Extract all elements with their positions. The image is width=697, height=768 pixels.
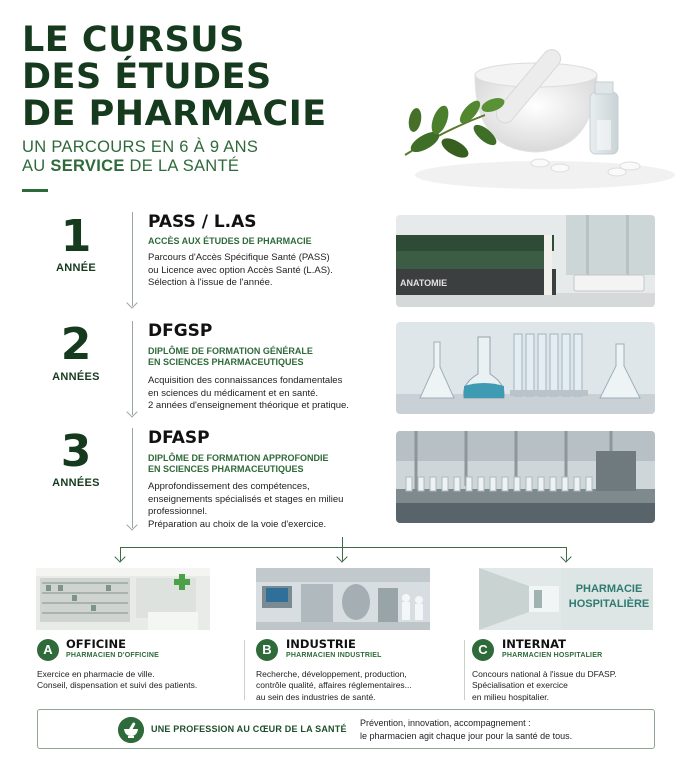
branch-stem xyxy=(342,537,343,547)
step-2-unit: ANNÉES xyxy=(52,371,100,383)
path-c-description: Concours national à l'issue du DFASP. Spécialisation et exercice en milieu hospitalier. xyxy=(472,669,617,702)
page-subtitle xyxy=(22,138,258,176)
badge-b: B xyxy=(256,639,278,661)
branch-arrow-a-icon xyxy=(120,547,121,561)
books-image xyxy=(396,215,655,307)
title-line-1: LE CURSUS xyxy=(22,20,245,60)
branch-arrow-c-icon xyxy=(566,547,567,561)
step-1-subtitle: ACCÈS AUX ÉTUDES DE PHARMACIE xyxy=(148,236,312,246)
step-3-description: Approfondissement des compétences, enseignements spécialisés et stages en milieu professionnel. Préparation au choix de la voie d'exercice. xyxy=(148,481,344,530)
card-separator xyxy=(464,640,465,700)
title-line-3: DE PHARMACIE xyxy=(22,94,327,134)
mortar-pestle-icon xyxy=(118,717,144,743)
step-2-description: Acquisition des connaissances fondamentales en sciences du médicament et en santé. 2 années d'enseignement théorique et pratique. xyxy=(148,375,349,411)
page-title xyxy=(22,22,327,133)
path-b-subtitle: PHARMACIEN INDUSTRIEL xyxy=(286,652,382,659)
step-1-description: Parcours d'Accès Spécifique Santé (PASS) ou Licence avec option Accès Santé (L.AS). Sélection à l'issue de l'année. xyxy=(148,252,333,288)
card-separator xyxy=(244,640,245,700)
path-a-description: Exercice en pharmacie de ville. Conseil, dispensation et suivi des patients. xyxy=(37,669,198,691)
step-2-arrow-icon xyxy=(132,321,133,415)
badge-a: A xyxy=(37,639,59,661)
step-2-number: 2 xyxy=(60,319,92,370)
svg-text:ANATOMIE: ANATOMIE xyxy=(400,278,448,288)
path-b-description: Recherche, développement, production, contrôle qualité, affaires réglementaires... au sein des industries de santé. xyxy=(256,669,412,702)
production-line-image xyxy=(396,431,655,523)
step-1-number: 1 xyxy=(60,211,92,262)
footer-banner xyxy=(37,709,655,749)
step-2-name: DFGSP xyxy=(148,321,213,341)
subtitle-line-1: UN PARCOURS EN 6 À 9 ANS xyxy=(22,138,259,156)
svg-text:HOSPITALIÈRE: HOSPITALIÈRE xyxy=(568,598,650,610)
industrial-lab-image xyxy=(256,568,430,630)
title-line-2: DES ÉTUDES xyxy=(22,57,272,97)
branch-line xyxy=(120,547,566,548)
footer-label: UNE PROFESSION AU CŒUR DE LA SANTÉ xyxy=(151,724,347,734)
badge-c: C xyxy=(472,639,494,661)
footer-description: Prévention, innovation, accompagnement : le pharmacien agit chaque jour pour la santé de tous. xyxy=(360,718,573,741)
step-2-subtitle: DIPLÔME DE FORMATION GÉNÉRALE EN SCIENCES PHARMACEUTIQUES xyxy=(148,346,313,367)
step-3-subtitle: DIPLÔME DE FORMATION APPROFONDIE EN SCIENCES PHARMACEUTIQUES xyxy=(148,453,329,474)
step-3-arrow-icon xyxy=(132,428,133,528)
path-c-subtitle: PHARMACIEN HOSPITALIER xyxy=(502,652,603,659)
path-b-title: INDUSTRIE xyxy=(286,637,356,651)
path-a-title: OFFICINE xyxy=(66,637,126,651)
hospital-corridor-image xyxy=(479,568,653,630)
step-3-number: 3 xyxy=(60,426,92,477)
mortar-pestle-illustration xyxy=(385,20,685,200)
pharmacy-shop-image xyxy=(36,568,210,630)
path-c-title: INTERNAT xyxy=(502,637,566,651)
glassware-image xyxy=(396,322,655,414)
svg-text:PHARMACIE: PHARMACIE xyxy=(575,583,643,595)
path-a-subtitle: PHARMACIEN D'OFFICINE xyxy=(66,652,159,659)
subtitle-underline xyxy=(22,189,48,192)
subtitle-line-2: AU SERVICE DE LA SANTÉ xyxy=(22,157,240,175)
step-1-name: PASS / L.AS xyxy=(148,212,257,232)
step-3-name: DFASP xyxy=(148,428,210,448)
branch-arrow-b-icon xyxy=(342,547,343,561)
step-1-arrow-icon xyxy=(132,212,133,306)
step-3-unit: ANNÉES xyxy=(52,477,100,489)
step-1-unit: ANNÉE xyxy=(55,262,96,274)
